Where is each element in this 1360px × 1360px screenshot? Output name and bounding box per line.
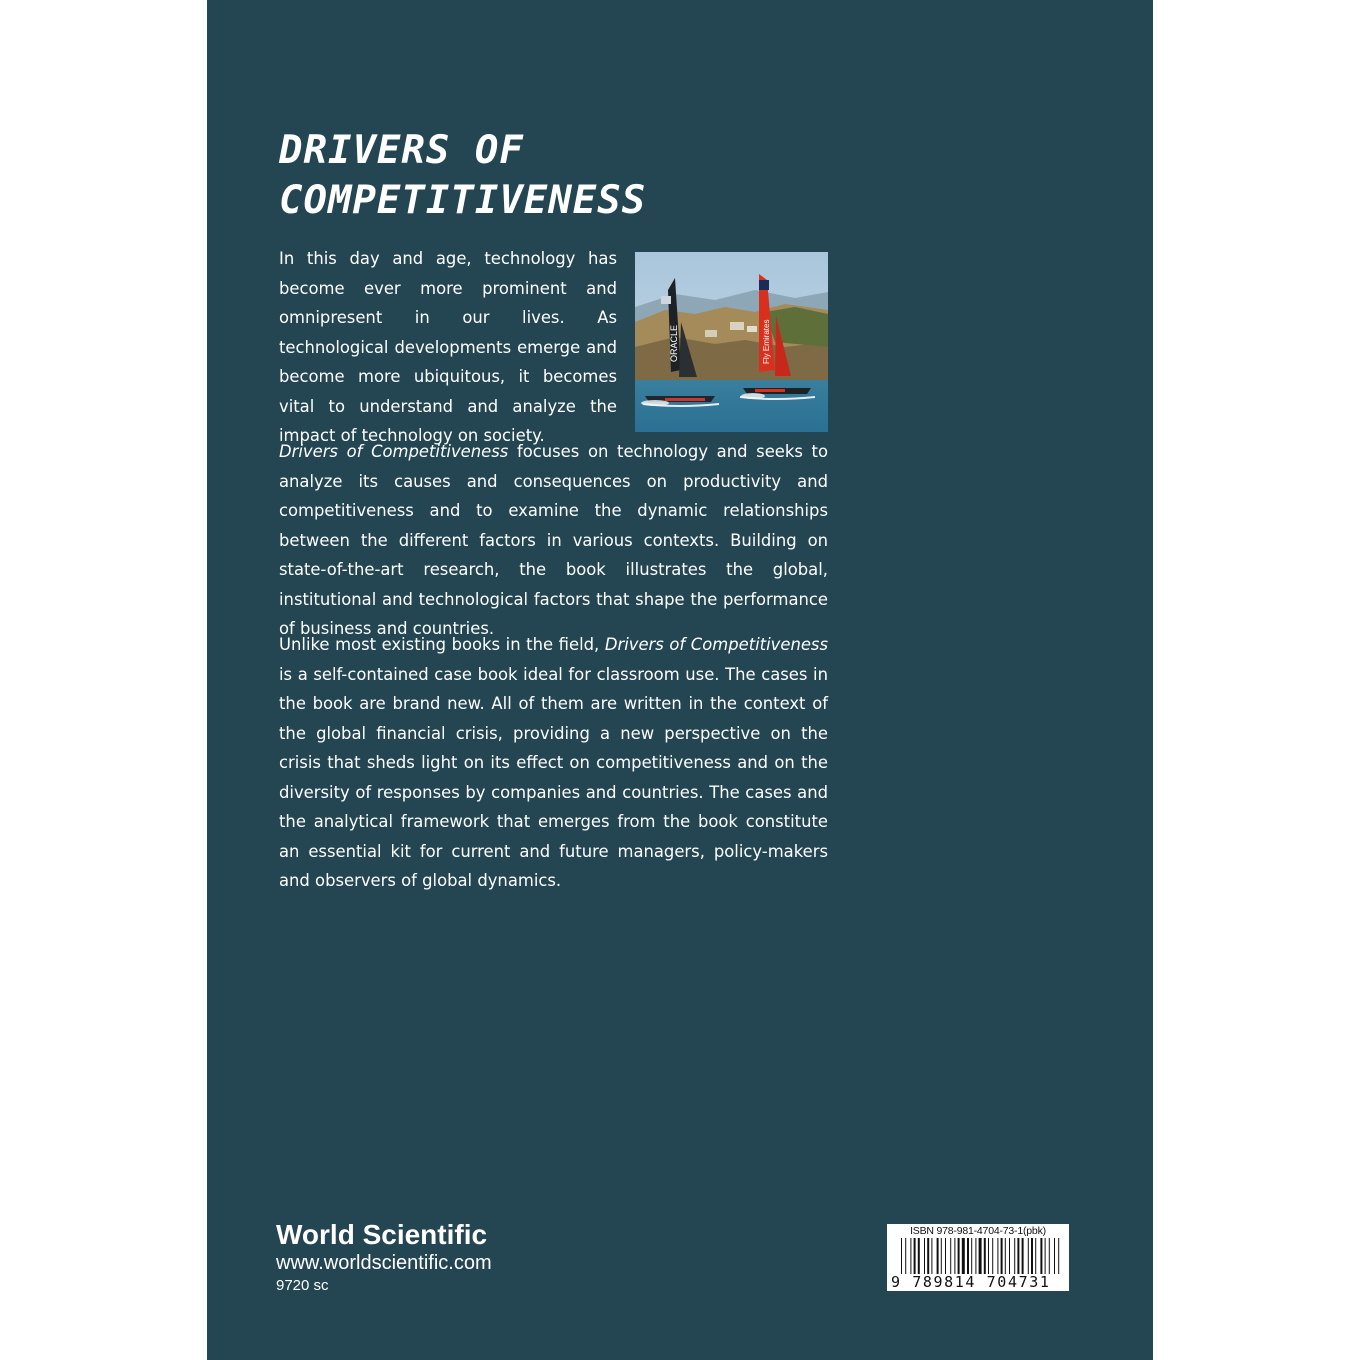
paragraph-2-text: focuses on technology and seeks to analyze its causes and consequences on productivity and competitiveness and to examine the dynamic relationships between the different factors in various contexts. Building on state-of-the-art research, the book illustrates the global, institutional and technological factors that shape the performance of business and countries. <box>279 442 828 638</box>
paragraph-2-italic: Drivers of Competitiveness <box>279 442 509 461</box>
boat1-sail-text: ORACLE <box>669 324 679 362</box>
isbn-label: ISBN 978-981-4704-73-1(pbk) <box>910 1225 1046 1237</box>
title-line-1: DRIVERS OF <box>279 128 524 173</box>
publisher-url: www.worldscientific.com <box>276 1252 492 1274</box>
publisher-code: 9720 sc <box>276 1277 329 1294</box>
sailing-photo <box>635 252 828 432</box>
publisher-block <box>276 1219 492 1297</box>
paragraph-3 <box>279 630 828 896</box>
paragraph-1: In this day and age, technology has become ever more prominent and omnipresent in our lives. As technological developments emerge and become more ubiquitous, it becomes vital to understand and analyze the impact of technology on society. <box>279 249 617 445</box>
book-title <box>279 126 699 226</box>
paragraph-3-lead: Unlike most existing books in the field, <box>279 635 605 654</box>
title-line-2: COMPETITIVENESS <box>279 178 647 223</box>
barcode-digits: 9 789814 704731 <box>891 1273 1051 1291</box>
barcode <box>887 1224 1069 1291</box>
paragraph-3-italic: Drivers of Competitiveness <box>604 635 828 654</box>
boat2-sail-text: Fly Emirates <box>762 319 771 364</box>
publisher-name: World Scientific <box>276 1219 488 1250</box>
paragraph-3-text: is a self-contained case book ideal for classroom use. The cases in the book are brand new. All of them are written in the context of the global financial crisis, providing a new perspective on the crisis that sheds light on its effect on competitiveness and on the diversity of responses by companies and countries. The cases and the analytical framework that emerges from the book constitute an essential kit for current and future managers, policy-makers and observers of global dynamics. <box>279 664 828 890</box>
paragraph-2 <box>279 437 828 644</box>
back-cover <box>207 0 1153 1360</box>
